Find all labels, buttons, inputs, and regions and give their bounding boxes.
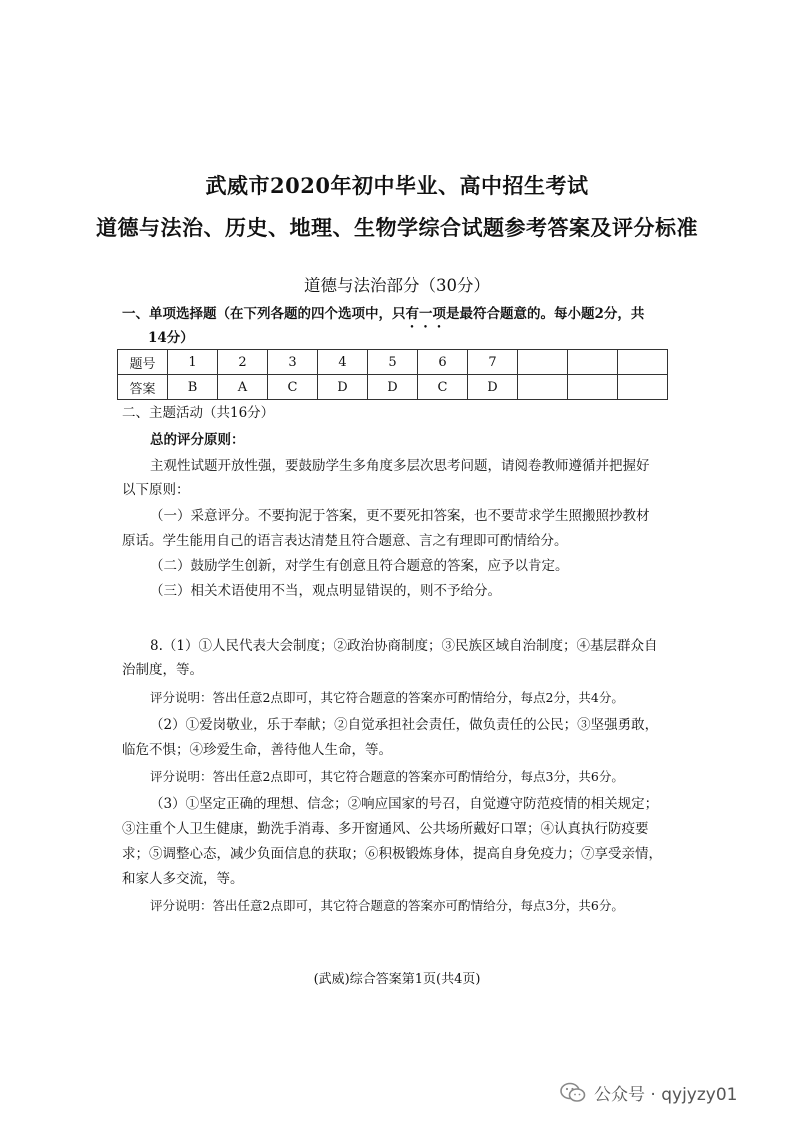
table-cell: B (168, 375, 218, 400)
answer-line: 8.（1）①人民代表大会制度；②政治协商制度；③民族区域自治制度；④基层群众自 (150, 638, 658, 654)
watermark-text: 公众号 · qyjyzy01 (594, 1085, 738, 1105)
answer-line: ③注重个人卫生健康，勤洗手消毒、多开窗通风、公共场所戴好口罩；④认真执行防疫要 (122, 821, 649, 837)
scoring-note: 评分说明：答出任意2点即可，其它符合题意的答案亦可酌情给分，每点2分，共4分。 (150, 690, 624, 705)
table-cell: 5 (368, 350, 418, 375)
table-row (118, 375, 668, 400)
table-cell (568, 350, 618, 375)
answer-table (117, 349, 668, 400)
table-cell (568, 375, 618, 400)
paragraph-line: （一）采意评分。不要拘泥于答案，更不要死扣答案，也不要苛求学生照搬照抄教材 (150, 508, 650, 524)
table-row-label: 题号 (118, 350, 168, 375)
answer-line: （2）①爱岗敬业，乐于奉献；②自觉承担社会责任，做负责任的公民；③坚强勇敢， (150, 717, 659, 733)
document-subtitle: 道德与法治、历史、地理、生物学综合试题参考答案及评分标准 (96, 215, 698, 240)
table-row (118, 350, 668, 375)
answer-line: 治制度，等。 (122, 662, 203, 678)
part1-heading: 一、单项选择题（在下列各题的四个选项中，只有一项是最符合题意的。每小题2分，共 (122, 306, 645, 322)
table-cell: 6 (418, 350, 468, 375)
table-cell: D (468, 375, 518, 400)
principles-title: 总的评分原则： (150, 432, 245, 448)
part2-heading: 二、主题活动（共16分） (122, 405, 275, 421)
document-title: 武威市2020年初中毕业、高中招生考试 (205, 173, 589, 198)
table-cell: D (318, 375, 368, 400)
table-cell (518, 375, 568, 400)
paragraph-line: （二）鼓励学生创新，对学生有创意且符合题意的答案，应予以肯定。 (150, 558, 569, 574)
watermark (560, 1080, 737, 1105)
answer-line: 和家人多交流，等。 (122, 871, 244, 887)
table-cell: C (268, 375, 318, 400)
scoring-note: 评分说明：答出任意2点即可，其它符合题意的答案亦可酌情给分，每点3分，共6分。 (150, 898, 624, 913)
page-footer: (武威)综合答案第1页(共4页) (313, 972, 481, 987)
answer-line: 临危不惧；④珍爱生命，善待他人生命，等。 (122, 742, 392, 758)
answer-line: 求；⑤调整心态，减少负面信息的获取；⑥积极锻炼身体，提高自身免疫力；⑦享受亲情， (122, 846, 662, 862)
scoring-note: 评分说明：答出任意2点即可，其它符合题意的答案亦可酌情给分，每点3分，共6分。 (150, 769, 624, 784)
paragraph-line: 主观性试题开放性强，要鼓励学生多角度多层次思考问题，请阅卷教师遵循并把握好 (150, 458, 650, 474)
table-cell: C (418, 375, 468, 400)
part1-heading-cont: 14分） (148, 330, 194, 346)
table-cell (518, 350, 568, 375)
table-cell: 7 (468, 350, 518, 375)
table-row-label: 答案 (118, 375, 168, 400)
paragraph-line: 以下原则： (122, 482, 190, 498)
table-cell: A (218, 375, 268, 400)
table-cell (618, 375, 668, 400)
table-cell: 3 (268, 350, 318, 375)
table-cell: 1 (168, 350, 218, 375)
table-cell: D (368, 375, 418, 400)
wechat-icon (560, 1082, 586, 1104)
answer-line: （3）①坚定正确的理想、信念；②响应国家的号召，自觉遵守防范疫情的相关规定； (150, 796, 659, 812)
table-cell (618, 350, 668, 375)
section-title: 道德与法治部分（30分） (304, 276, 490, 295)
paragraph-line: 原话。学生能用自己的语言表达清楚且符合题意、言之有理即可酌情给分。 (122, 533, 568, 549)
paragraph-line: （三）相关术语使用不当，观点明显错误的，则不予给分。 (150, 583, 501, 599)
table-cell: 4 (318, 350, 368, 375)
table-cell: 2 (218, 350, 268, 375)
